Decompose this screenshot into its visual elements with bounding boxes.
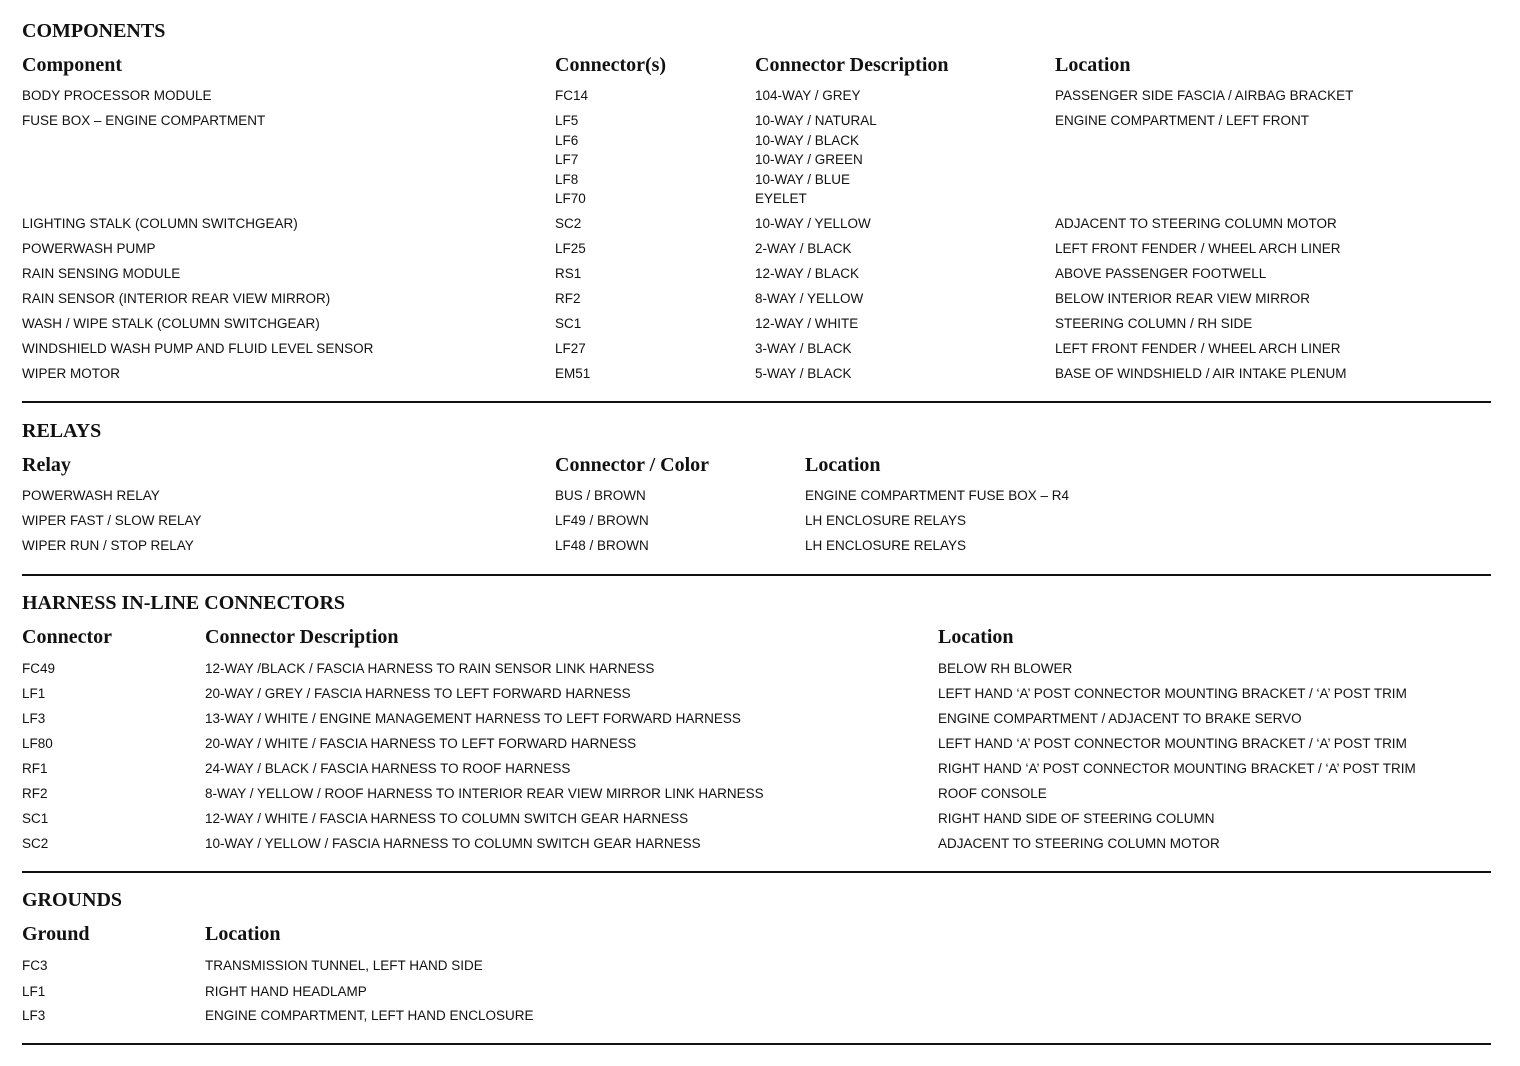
harness-location: RIGHT HAND ‘A’ POST CONNECTOR MOUNTING BRACKET / ‘A’ POST TRIM: [938, 761, 1416, 776]
header-location: Location: [805, 454, 881, 476]
component-location: BELOW INTERIOR REAR VIEW MIRROR: [1055, 291, 1311, 306]
header-ground: Ground: [22, 923, 90, 945]
component-connector: SC1: [555, 316, 582, 331]
component-connector: LF5: [555, 113, 579, 128]
component-connector: FC14: [555, 88, 589, 103]
component-connector: LF8: [555, 171, 579, 187]
component-description: 5-WAY / BLACK: [755, 366, 852, 381]
harness-connector: FC49: [22, 661, 56, 676]
component-name: WASH / WIPE STALK (COLUMN SWITCHGEAR): [22, 316, 320, 331]
harness-connector: RF2: [22, 786, 48, 801]
component-connector: EM51: [555, 366, 591, 381]
harness-description: 8-WAY / YELLOW / ROOF HARNESS TO INTERIOR REAR VIEW MIRROR LINK HARNESS: [205, 786, 764, 801]
section-divider: [22, 574, 1491, 576]
harness-description: 12-WAY /BLACK / FASCIA HARNESS TO RAIN SENSOR LINK HARNESS: [205, 661, 655, 676]
component-description: 10-WAY / YELLOW: [755, 216, 871, 231]
component-connector: LF6: [555, 132, 579, 148]
section-divider: [22, 871, 1491, 873]
harness-location: RIGHT HAND SIDE OF STEERING COLUMN: [938, 811, 1215, 826]
header-location: Location: [1055, 54, 1131, 76]
section-divider: [22, 1043, 1491, 1045]
harness-location: ENGINE COMPARTMENT / ADJACENT TO BRAKE SERVO: [938, 711, 1302, 726]
relay-name: WIPER FAST / SLOW RELAY: [22, 513, 202, 528]
header-location: Location: [205, 923, 281, 945]
component-location: ENGINE COMPARTMENT / LEFT FRONT: [1055, 113, 1310, 128]
ground-location: ENGINE COMPARTMENT, LEFT HAND ENCLOSURE: [205, 1008, 534, 1023]
component-name: RAIN SENSING MODULE: [22, 266, 181, 281]
relay-connector-color: LF49 / BROWN: [555, 513, 649, 528]
component-connector: LF25: [555, 241, 586, 256]
ground-location: RIGHT HAND HEADLAMP: [205, 984, 367, 999]
harness-connector: LF3: [22, 711, 46, 726]
harness-location: ROOF CONSOLE: [938, 786, 1047, 801]
component-name: LIGHTING STALK (COLUMN SWITCHGEAR): [22, 216, 298, 231]
component-connector: LF7: [555, 152, 579, 167]
component-description: 10-WAY / BLACK: [755, 132, 860, 148]
relay-location: ENGINE COMPARTMENT FUSE BOX – R4: [805, 488, 1070, 503]
relays-title: RELAYS: [22, 420, 102, 442]
component-name: WIPER MOTOR: [22, 366, 121, 381]
component-description: 12-WAY / BLACK: [755, 266, 860, 281]
harness-description: 12-WAY / WHITE / FASCIA HARNESS TO COLUMN SWITCH GEAR HARNESS: [205, 811, 689, 826]
ground-id: LF1: [22, 984, 46, 999]
harness-location: LEFT HAND ‘A’ POST CONNECTOR MOUNTING BRACKET / ‘A’ POST TRIM: [938, 686, 1407, 701]
component-description: 10-WAY / GREEN: [755, 152, 863, 167]
component-name: BODY PROCESSOR MODULE: [22, 88, 212, 103]
header-connector-color: Connector / Color: [555, 454, 710, 476]
header-connectors: Connector(s): [555, 54, 667, 76]
component-description: 10-WAY / NATURAL: [755, 113, 877, 128]
component-description: 8-WAY / YELLOW: [755, 291, 864, 306]
header-connector: Connector: [22, 626, 112, 648]
component-location: ABOVE PASSENGER FOOTWELL: [1055, 266, 1267, 281]
component-description-list: [755, 111, 877, 209]
harness-location: LEFT HAND ‘A’ POST CONNECTOR MOUNTING BRACKET / ‘A’ POST TRIM: [938, 736, 1407, 751]
component-description: 12-WAY / WHITE: [755, 316, 859, 331]
component-description: 3-WAY / BLACK: [755, 341, 852, 356]
component-connector-list: [555, 111, 586, 209]
component-name: RAIN SENSOR (INTERIOR REAR VIEW MIRROR): [22, 291, 331, 306]
harness-connector: LF1: [22, 686, 46, 701]
header-connector-description: Connector Description: [755, 54, 949, 76]
component-connector: SC2: [555, 216, 582, 231]
header-connector-description: Connector Description: [205, 626, 399, 648]
ground-location: TRANSMISSION TUNNEL, LEFT HAND SIDE: [205, 958, 483, 973]
relay-location: LH ENCLOSURE RELAYS: [805, 513, 967, 528]
harness-connector: LF80: [22, 736, 53, 751]
component-description: 10-WAY / BLUE: [755, 171, 851, 187]
header-component: Component: [22, 54, 123, 76]
component-location: STEERING COLUMN / RH SIDE: [1055, 316, 1253, 331]
relay-location: LH ENCLOSURE RELAYS: [805, 538, 967, 553]
harness-description: 24-WAY / BLACK / FASCIA HARNESS TO ROOF HARNESS: [205, 761, 571, 776]
components-title: COMPONENTS: [22, 20, 166, 42]
harness-connector: SC2: [22, 836, 49, 851]
ground-id: LF3: [22, 1008, 46, 1023]
component-name: FUSE BOX – ENGINE COMPARTMENT: [22, 113, 266, 128]
component-connector: RF2: [555, 291, 581, 306]
component-description: 2-WAY / BLACK: [755, 241, 852, 256]
component-location: BASE OF WINDSHIELD / AIR INTAKE PLENUM: [1055, 366, 1347, 381]
section-divider: [22, 401, 1491, 403]
harness-description: 13-WAY / WHITE / ENGINE MANAGEMENT HARNESS TO LEFT FORWARD HARNESS: [205, 711, 741, 726]
relay-name: WIPER RUN / STOP RELAY: [22, 538, 194, 553]
harness-connector: RF1: [22, 761, 48, 776]
component-connector: LF70: [555, 191, 586, 206]
relay-connector-color: LF48 / BROWN: [555, 538, 649, 553]
component-name: POWERWASH PUMP: [22, 241, 156, 256]
component-location: PASSENGER SIDE FASCIA / AIRBAG BRACKET: [1055, 88, 1354, 103]
harness-location: BELOW RH BLOWER: [938, 661, 1073, 676]
component-name: WINDSHIELD WASH PUMP AND FLUID LEVEL SENSOR: [22, 341, 374, 356]
header-location: Location: [938, 626, 1014, 648]
harness-description: 10-WAY / YELLOW / FASCIA HARNESS TO COLUMN SWITCH GEAR HARNESS: [205, 836, 701, 851]
harness-location: ADJACENT TO STEERING COLUMN MOTOR: [938, 836, 1220, 851]
harness-description: 20-WAY / GREY / FASCIA HARNESS TO LEFT FORWARD HARNESS: [205, 686, 631, 701]
component-connector: RS1: [555, 266, 582, 281]
component-description: 104-WAY / GREY: [755, 88, 861, 103]
component-location: LEFT FRONT FENDER / WHEEL ARCH LINER: [1055, 341, 1341, 356]
harness-connector: SC1: [22, 811, 49, 826]
grounds-title: GROUNDS: [22, 889, 123, 911]
harness-title: HARNESS IN-LINE CONNECTORS: [22, 592, 346, 614]
harness-description: 20-WAY / WHITE / FASCIA HARNESS TO LEFT FORWARD HARNESS: [205, 736, 637, 751]
relay-name: POWERWASH RELAY: [22, 488, 160, 503]
component-location: ADJACENT TO STEERING COLUMN MOTOR: [1055, 216, 1337, 231]
component-connector: LF27: [555, 341, 586, 356]
relay-connector-color: BUS / BROWN: [555, 488, 646, 503]
header-relay: Relay: [22, 454, 71, 476]
ground-id: FC3: [22, 958, 48, 973]
component-description: EYELET: [755, 191, 807, 206]
component-location: LEFT FRONT FENDER / WHEEL ARCH LINER: [1055, 241, 1341, 256]
